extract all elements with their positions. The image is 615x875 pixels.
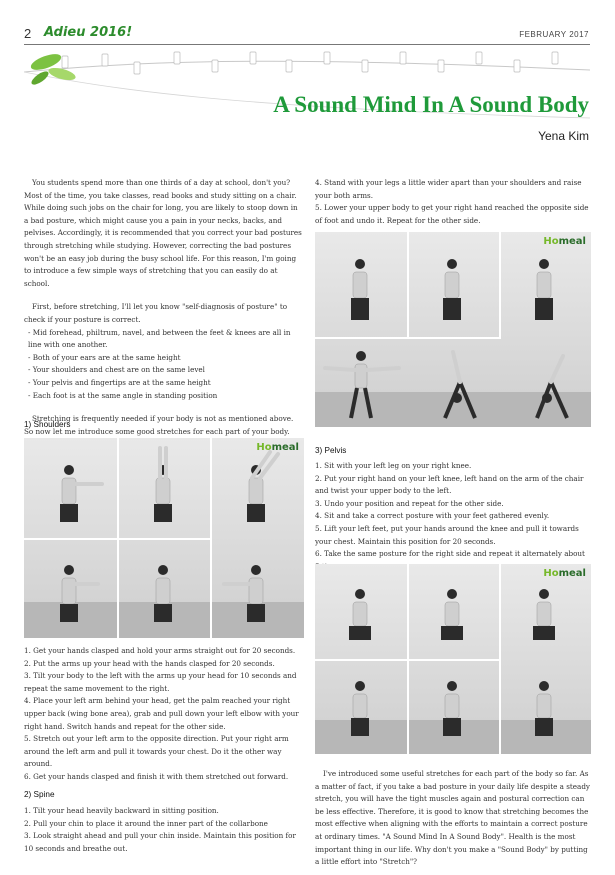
article-title: A Sound Mind In A Sound Body — [273, 92, 589, 117]
step-item: 6. Take the same posture for the right side and repeat it alternately about — [315, 549, 585, 559]
conclusion — [315, 768, 591, 869]
conclusion-paragraph: I've introduced some useful stretches for each part of the body so far. As a matter of fact, if you take a bad posture in your daily life despite a steady stretch, you will have the tight muscles again and postural correction can be less effective. Therefore, it is good to know that stretching becomes the most effective when aligning with the efforts to maintain a correct posture at ordinary times. "A Sound Mind In A Sound Body". Health is the most important thing in our life. Why don't you make a "Sound Body" by putting a little effort into "Stretch"? — [315, 769, 590, 867]
diagnosis-item: - Your pelvis and fingertips are at the same height — [28, 377, 211, 387]
diagnosis-item: - Both of your ears are at the same height — [28, 352, 181, 362]
homeal-logo: Homeal — [256, 442, 299, 453]
spine-steps-continued — [315, 177, 591, 227]
step-item: 2. Pull your chin to place it around the inner part of the collarbone — [24, 818, 268, 828]
diagnosis-intro: First, before stretching, I'll let you know "self-diagnosis of posture" to check if your posture is correct. — [24, 302, 288, 324]
left-column — [24, 177, 304, 438]
section-heading-spine: 2) Spine — [24, 790, 55, 799]
step-item: 5. Lift your left feet, put your hands around the knee and pull it towards your chest. Maintain this position for 20 seconds. — [315, 523, 579, 546]
step-item: 1. Sit with your left leg on your right knee. — [315, 461, 472, 470]
issue-date: FEBRUARY 2017 — [519, 30, 589, 39]
step-item: 3. Look straight ahead and pull your chin inside. Maintain this position for 10 seconds and breathe out. — [24, 831, 296, 853]
step-item: 3. Undo your position and repeat for the other side. — [315, 498, 504, 508]
spine-stretch-photo — [315, 232, 591, 427]
page-number: 2 — [24, 26, 32, 41]
person-figures — [315, 232, 591, 427]
diagnosis-item: - Each foot is at the same angle in standing position — [28, 390, 218, 400]
transition-paragraph: Stretching is frequently needed if your body is not as mentioned above. So now let me introduce some good stretches for each part of your body. — [24, 414, 294, 436]
step-item: 4. Sit and take a correct posture with your feet gathered evenly. — [315, 511, 550, 521]
section-heading-shoulders: 1) Shoulders — [24, 420, 71, 429]
article-author: Yena Kim — [538, 129, 589, 143]
step-item: 2. Put the arms up your head with the hands clasped for 20 seconds. — [24, 658, 275, 668]
shoulders-steps — [24, 645, 304, 784]
step-item: 1. Get your hands clasped and hold your arms straight out for 20 seconds. — [24, 646, 296, 655]
step-item: 1. Tilt your head heavily backward in sitting position. — [24, 806, 219, 815]
step-item: 4. Stand with your legs a little wider apart than your shoulders and raise your both arms. — [315, 178, 582, 200]
diagnosis-item: - Mid forehead, philtrum, navel, and between the feet & knees are all in line with one another. — [28, 327, 291, 350]
person-figures — [24, 438, 304, 638]
header-rule — [24, 44, 590, 45]
section-heading-pelvis: 3) Pelvis — [315, 446, 347, 455]
pelvis-steps — [315, 460, 591, 573]
step-item: 5. Stretch out your left arm to the opposite direction. Put your right arm around the left arm and pull it towards your chest. Do it the other way around. — [24, 734, 289, 769]
publication-name: Adieu 2016! — [44, 25, 133, 40]
step-item: 5. Lower your upper body to get your right hand reached the opposite side of foot and undo it. Repeat for the other side. — [315, 203, 589, 225]
homeal-logo: Homeal — [543, 236, 586, 247]
step-item: 4. Place your left arm behind your head, get the palm reached your right upper back (wing bone area), grab and pull down your left elbow with your right hand. Switch hands and repeat for the other side. — [24, 696, 299, 731]
step-item: 3. Tilt your body to the left with the arms up your head for 10 seconds and repeat the same movement to the right. — [24, 671, 297, 693]
person-figures — [315, 564, 591, 754]
step-item: 2. Put your right hand on your left knee, left hand on the arm of the chair and twist your upper body to the left. — [315, 473, 584, 496]
shoulders-stretch-photo — [24, 438, 304, 638]
spine-steps — [24, 805, 304, 855]
page-header — [0, 0, 615, 48]
homeal-logo: Homeal — [543, 568, 586, 579]
step-item: 6. Get your hands clasped and finish it with them stretched out forward. — [24, 771, 289, 781]
pelvis-stretch-photo — [315, 564, 591, 754]
diagnosis-item: - Your shoulders and chest are on the same level — [28, 365, 205, 375]
intro-paragraph: You students spend more than one thirds of a day at school, don't you? Most of the time, you take classes, read books and study sitting on a chair. While doing such jobs on the chair for long, you are likely to stoop down in a bad posture, which might cause you a pain in your necks, backs, and pelvises. Accordingly, it is recommended that you correct your bad postures through stretching while studying. However, correcting the bad postures won't be an easy job during the busy school life. For this reason, I'm going to introduce a few simple ways of stretching that you can easily do at school. — [24, 178, 302, 288]
